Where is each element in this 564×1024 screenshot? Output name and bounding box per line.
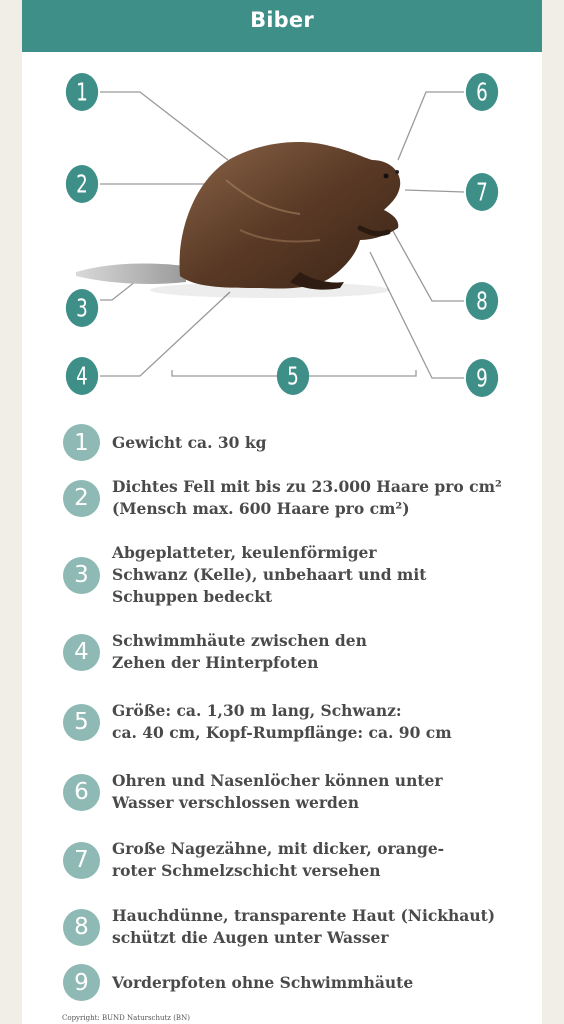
legend-item [63, 838, 523, 882]
leader-line-7 [405, 190, 464, 192]
legend-item [63, 424, 523, 461]
copyright-notice: Copyright: BUND Naturschutz (BN) [62, 1014, 190, 1022]
leader-line-9 [370, 252, 464, 378]
legend-text: Ohren und Nasenlöcher können unter Wasser verschlossen werden [112, 771, 443, 812]
marker-2: 2 [66, 165, 98, 203]
legend-number: 8 [63, 909, 100, 946]
legend-item [63, 630, 523, 674]
legend-text: Abgeplatteter, keulenförmiger Schwanz (Kelle), unbehaart und mit Schuppen bedeckt [112, 543, 427, 606]
legend-number: 7 [63, 842, 100, 879]
page-title: Biber [22, 0, 542, 52]
legend-text: Vorderpfoten ohne Schwimmhäute [112, 972, 414, 992]
legend-text: Schwimmhäute zwischen den Zehen der Hinterpfoten [112, 631, 367, 672]
legend-item [63, 905, 523, 949]
legend-number: 4 [63, 634, 100, 671]
beaver-illustration [76, 142, 400, 298]
legend-item [63, 770, 523, 814]
legend-item [63, 542, 523, 608]
marker-6: 6 [466, 73, 498, 111]
leader-line-6 [398, 92, 464, 160]
legend-text: Hauchdünne, transparente Haut (Nickhaut) schützt die Augen unter Wasser [112, 906, 496, 947]
marker-5: 5 [277, 357, 309, 395]
legend-text: Gewicht ca. 30 kg [112, 432, 267, 452]
legend-number: 2 [63, 480, 100, 517]
marker-8: 8 [466, 282, 498, 320]
marker-9: 9 [466, 359, 498, 397]
legend-text: Große Nagezähne, mit dicker, orange- roter Schmelzschicht versehen [112, 839, 445, 880]
legend-text: Größe: ca. 1,30 m lang, Schwanz: ca. 40 cm, Kopf-Rumpflänge: ca. 90 cm [112, 701, 452, 742]
marker-1: 1 [66, 73, 98, 111]
leader-line-1 [100, 92, 228, 160]
legend-item [63, 476, 523, 520]
leader-line-8 [388, 222, 464, 301]
legend-number: 3 [63, 557, 100, 594]
legend-number: 9 [63, 964, 100, 1001]
legend-item [63, 964, 523, 1001]
marker-4: 4 [66, 357, 98, 395]
legend-number: 1 [63, 424, 100, 461]
legend-number: 6 [63, 774, 100, 811]
legend-item [63, 700, 523, 744]
leader-line-4 [100, 292, 230, 376]
legend-number: 5 [63, 704, 100, 741]
marker-3: 3 [66, 289, 98, 327]
legend-text: Dichtes Fell mit bis zu 23.000 Haare pro cm² (Mensch max. 600 Haare pro cm²) [112, 477, 502, 518]
marker-7: 7 [466, 173, 498, 211]
